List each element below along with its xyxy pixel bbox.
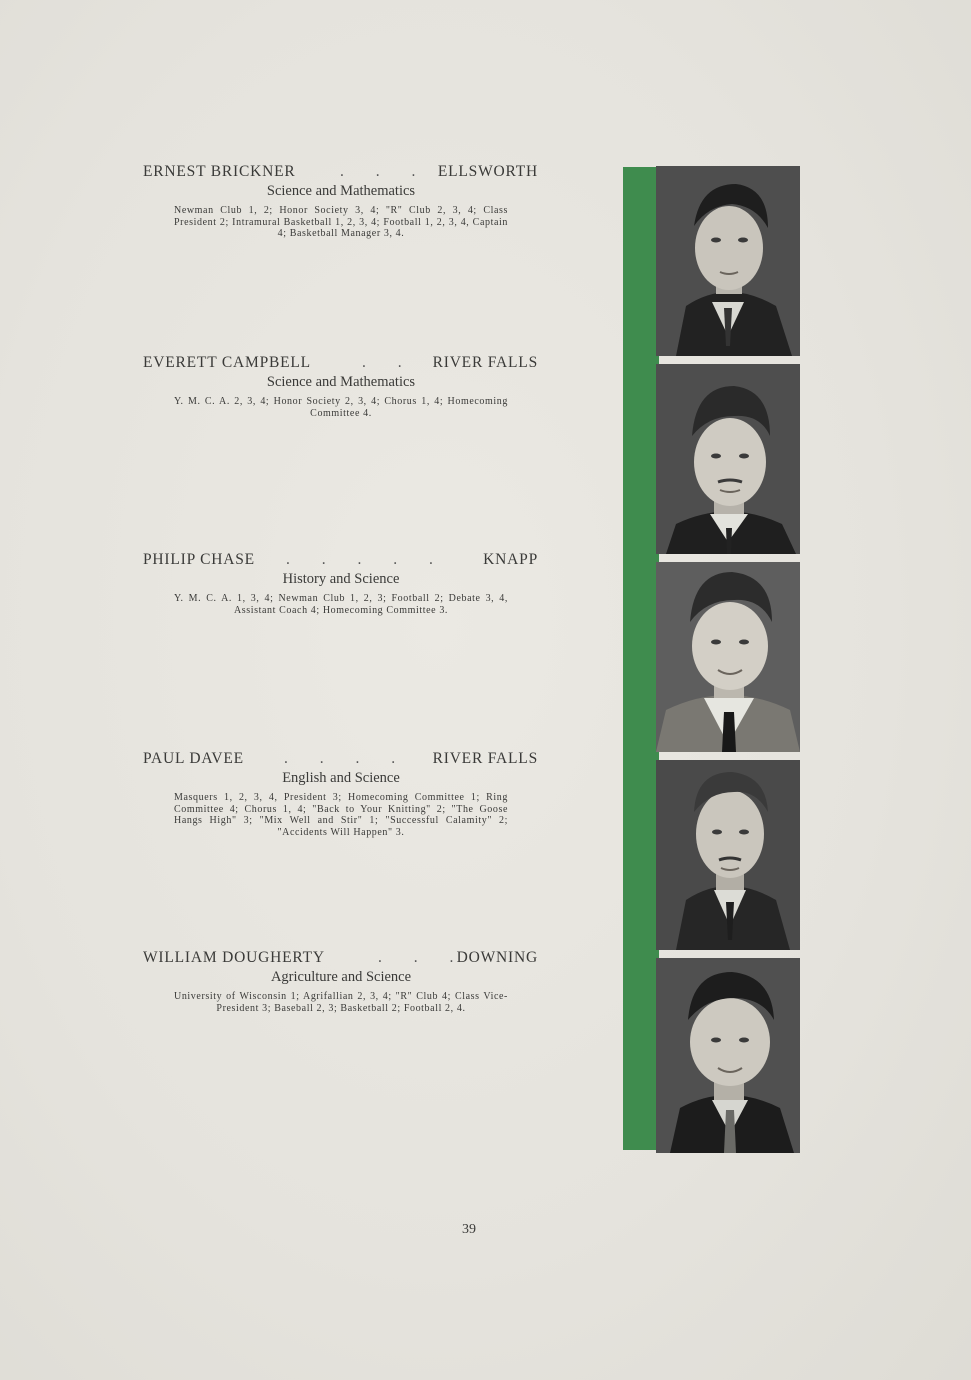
leader-dots: . . <box>362 354 416 371</box>
student-name: PAUL DAVEE <box>143 750 244 767</box>
activities-list: Masquers 1, 2, 3, 4, President 3; Homecoming Committee 1; Ring Committee 4; Chorus 1, 4; "Back to Your Knitting" 2; "The Goose Hangs High" 3; "Mix Well and Stir" 1; "Successful Calamity" 2; "Accidents Will Happen" 3. <box>174 792 508 838</box>
course-of-study: English and Science <box>282 770 400 786</box>
activities-list: Newman Club 1, 2; Honor Society 3, 4; "R" Club 2, 3, 4; Class President 2; Intramural Basketball 1, 2, 3, 4; Football 1, 2, 3, 4, Captain 4; Basketball Manager 3, 4. <box>174 205 508 239</box>
senior-entry <box>140 750 540 838</box>
senior-entry <box>140 949 540 1014</box>
activities-list: University of Wisconsin 1; Agrifallian 2, 3, 4; "R" Club 4; Class Vice-President 3; Baseball 2, 3; Basketball 2; Football 2, 4. <box>174 991 508 1014</box>
course-of-study: History and Science <box>282 571 400 587</box>
leader-dots: . . . <box>340 163 430 180</box>
portrait-photo <box>656 562 800 752</box>
senior-entry <box>140 354 540 419</box>
entry-heading <box>140 949 540 971</box>
activities-list: Y. M. C. A. 2, 3, 4; Honor Society 2, 3, 4; Chorus 1, 4; Homecoming Committee 4. <box>174 396 508 419</box>
course-of-study: Science and Mathematics <box>266 374 416 390</box>
green-accent-strip <box>623 167 659 1150</box>
leader-dots: . . . . <box>284 750 410 767</box>
portrait-photo <box>656 166 800 356</box>
hometown: RIVER FALLS <box>432 354 538 371</box>
student-name: EVERETT CAMPBELL <box>143 354 311 371</box>
hometown: KNAPP <box>483 551 538 568</box>
student-name: PHILIP CHASE <box>143 551 255 568</box>
portrait-photo <box>656 958 800 1153</box>
portrait-photo <box>656 760 800 950</box>
entry-heading <box>140 551 540 573</box>
course-of-study: Science and Mathematics <box>266 183 416 199</box>
student-name: WILLIAM DOUGHERTY <box>143 949 325 966</box>
hometown: DOWNING <box>456 949 538 966</box>
portrait-photo <box>656 364 800 554</box>
hometown: ELLSWORTH <box>437 163 538 180</box>
page-number: 39 <box>462 1222 476 1237</box>
entry-heading <box>140 750 540 772</box>
student-name: ERNEST BRICKNER <box>143 163 296 180</box>
senior-entry <box>140 163 540 240</box>
entry-heading <box>140 163 540 185</box>
hometown: RIVER FALLS <box>432 750 538 767</box>
activities-list: Y. M. C. A. 1, 3, 4; Newman Club 1, 2, 3; Football 2; Debate 3, 4, Assistant Coach 4; Homecoming Committee 3. <box>174 593 508 616</box>
leader-dots: . . . <box>378 949 468 966</box>
portrait-column <box>656 166 800 1153</box>
course-of-study: Agriculture and Science <box>270 969 412 985</box>
entry-heading <box>140 354 540 376</box>
leader-dots: . . . . . <box>286 551 447 568</box>
senior-entry <box>140 551 540 616</box>
